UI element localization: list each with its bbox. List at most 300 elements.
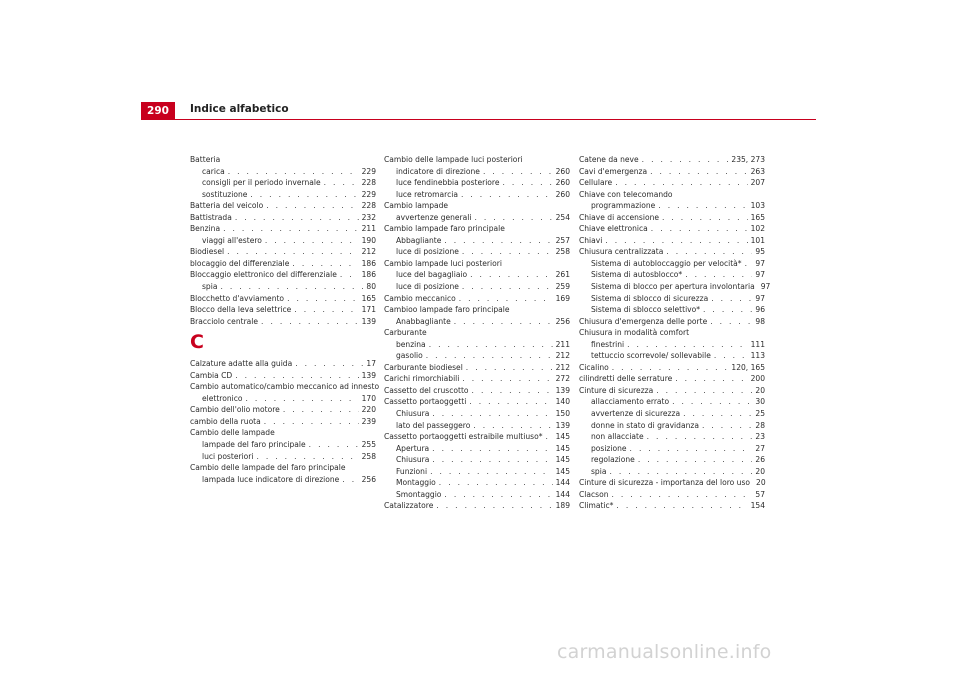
header-rule (141, 119, 816, 120)
entry-page-ref: 139 (361, 370, 376, 380)
entry-term: Chiusura centralizzata (579, 247, 664, 257)
entry-page-ref: 256 (361, 474, 376, 484)
entry-term: non allacciate (591, 432, 644, 442)
entry-term: consigli per il periodo invernale (202, 178, 321, 188)
index-subentry (384, 166, 570, 178)
index-subentry (579, 443, 765, 455)
entry-term: viaggi all'estero (202, 235, 262, 245)
index-entry (579, 246, 765, 258)
entry-page-ref: 255 (361, 440, 376, 450)
dot-leader (462, 281, 553, 293)
entry-page-ref: 145 (555, 432, 570, 442)
entry-term: Chiusura (396, 455, 430, 465)
entry-term: programmazione (591, 201, 656, 211)
dot-leader (250, 189, 358, 201)
index-entry (579, 212, 765, 224)
entry-page-ref: 26 (755, 455, 765, 465)
dot-leader (266, 200, 358, 212)
dot-leader (265, 235, 359, 247)
index-subentry (384, 489, 570, 501)
entry-term: luce di posizione (396, 247, 459, 257)
index-column-1 (190, 154, 380, 485)
entry-term: Sistema di blocco per apertura involontaria (591, 282, 755, 292)
entry-page-ref: 145 (555, 466, 570, 476)
entry-page-ref: 139 (555, 385, 570, 395)
dot-leader (503, 177, 553, 189)
entry-term: indicatore di direzione (396, 166, 480, 176)
entry-term: tettuccio scorrevole/ sollevabile (591, 351, 711, 361)
index-subentry (579, 466, 765, 478)
dot-leader (256, 451, 358, 463)
entry-term: Chiave elettronica (579, 224, 648, 234)
index-heading: Cambio automatico/cambio meccanico ad innesto (190, 382, 380, 392)
index-heading: Cambio lampade (384, 201, 449, 211)
entry-page-ref: 171 (361, 305, 376, 315)
entry-page-ref: 260 (555, 166, 570, 176)
entry-term: Cinture di sicurezza - importanza del loro uso (579, 478, 751, 488)
entry-term: Cassetto del cruscotto (384, 385, 469, 395)
index-column-3 (579, 154, 771, 512)
entry-page-ref: 25 (755, 409, 765, 419)
entry-page-ref: 232 (361, 212, 376, 222)
entry-term: luce di posizione (396, 282, 459, 292)
index-subentry (384, 281, 570, 293)
entry-term: Bloccaggio elettronico del differenziale (190, 270, 337, 280)
dot-leader (283, 404, 359, 416)
index-entry (579, 362, 765, 374)
dot-leader (466, 362, 553, 374)
entry-term: Cambio meccanico (384, 293, 456, 303)
index-subentry (579, 293, 765, 305)
entry-page-ref: 97 (755, 270, 765, 280)
dot-leader (647, 431, 753, 443)
entry-term: Cassetto portaoggetti (384, 397, 467, 407)
dot-leader (426, 350, 553, 362)
entry-term: Carburante biodiesel (384, 362, 463, 372)
index-entry (190, 316, 376, 328)
entry-page-ref: 212 (361, 247, 376, 257)
entry-page-ref: 260 (555, 178, 570, 188)
entry-term: Cinture di sicurezza (579, 385, 654, 395)
dot-leader (432, 443, 552, 455)
index-heading: Cambio delle lampade (190, 428, 275, 438)
index-subentry (579, 339, 765, 351)
entry-page-ref: 165 (750, 212, 765, 222)
dot-leader (461, 189, 553, 201)
index-entry (384, 396, 570, 408)
dot-leader (685, 269, 752, 281)
index-subentry (384, 246, 570, 258)
dot-leader (642, 154, 729, 166)
index-subentry (190, 439, 376, 451)
dot-leader (472, 385, 553, 397)
index-entry (579, 166, 765, 178)
entry-page-ref: 165 (361, 293, 376, 303)
index-subentry (190, 393, 376, 405)
entry-term: luci posteriori (202, 451, 254, 461)
entry-page-ref: 144 (555, 478, 570, 488)
index-subentry (384, 408, 570, 420)
entry-term: Blocchetto d'avviamento (190, 293, 285, 303)
entry-page-ref: 111 (750, 339, 765, 349)
dot-leader (630, 443, 753, 455)
index-subentry (579, 396, 765, 408)
entry-term: spia (591, 466, 607, 476)
entry-term: Sistema di sblocco selettivo* (591, 305, 701, 315)
index-subentry (384, 316, 570, 328)
entry-page-ref: 23 (755, 432, 765, 442)
dot-leader (340, 269, 359, 281)
entry-page-ref: 96 (755, 305, 765, 315)
entry-page-ref: 211 (361, 224, 376, 234)
entry-page-ref: 27 (755, 443, 765, 453)
entry-page-ref: 113 (750, 351, 765, 361)
index-subentry (579, 200, 765, 212)
entry-term: cambio della ruota (190, 416, 261, 426)
entry-term: sostituzione (202, 189, 248, 199)
entry-term: Catene da neve (579, 155, 639, 164)
dot-leader (611, 489, 752, 501)
index-entry (384, 500, 570, 512)
entry-page-ref: 170 (361, 393, 376, 403)
entry-page-ref: 212 (555, 351, 570, 361)
entry-page-ref: 263 (750, 166, 765, 176)
entry-term: Montaggio (396, 478, 436, 488)
dot-leader (429, 339, 553, 351)
entry-page-ref: 207 (750, 178, 765, 188)
dot-leader (444, 489, 552, 501)
dot-leader (474, 212, 552, 224)
entry-page-ref: 97 (755, 258, 765, 268)
entry-term: Biodiesel (190, 247, 225, 257)
index-subentry (190, 451, 376, 463)
dot-leader (432, 454, 552, 466)
dot-leader (675, 373, 747, 385)
index-subentry (579, 281, 771, 293)
entry-page-ref: 261 (555, 270, 570, 280)
entry-page-ref: 186 (361, 258, 376, 268)
entry-term: Chiave di accensione (579, 212, 659, 222)
dot-leader (666, 246, 752, 258)
entry-page-ref: 145 (555, 443, 570, 453)
entry-page-ref: 189 (555, 501, 570, 511)
dot-leader (462, 246, 553, 258)
entry-term: Batteria del veicolo (190, 201, 264, 211)
dot-leader (651, 223, 748, 235)
dot-leader (658, 200, 747, 212)
index-entry (579, 489, 765, 501)
dot-leader (295, 358, 363, 370)
index-heading: Cambioo lampade faro principale (384, 305, 510, 315)
entry-term: regolazione (591, 455, 635, 465)
entry-term: Cambio dell'olio motore (190, 405, 280, 415)
index-column-2 (384, 154, 570, 512)
entry-page-ref: 57 (755, 489, 765, 499)
entry-term: cilindretti delle serrature (579, 374, 673, 384)
index-subentry (579, 269, 765, 281)
entry-term: Cellulare (579, 178, 613, 188)
entry-page-ref: 229 (361, 166, 376, 176)
entry-term: Catalizzatore (384, 501, 434, 511)
index-entry (190, 416, 376, 428)
entry-term: Chiavi (579, 235, 603, 245)
entry-term: Smontaggio (396, 489, 442, 499)
entry-page-ref: 20 (755, 385, 765, 395)
dot-leader (261, 316, 359, 328)
entry-term: Anabbagliante (396, 316, 451, 326)
index-subentry (384, 177, 570, 189)
dot-leader (703, 304, 752, 316)
index-subentry (384, 189, 570, 201)
entry-page-ref: 97 (755, 293, 765, 303)
index-subentry (190, 281, 376, 293)
dot-leader (287, 293, 359, 305)
index-subentry (190, 177, 376, 189)
entry-term: benzina (396, 339, 426, 349)
entry-term: Benzina (190, 224, 221, 234)
entry-term: lato del passeggero (396, 420, 471, 430)
entry-page-ref: 144 (555, 489, 570, 499)
entry-page-ref: 228 (361, 178, 376, 188)
dot-leader (264, 416, 359, 428)
dot-leader (711, 293, 752, 305)
index-subentry (384, 454, 570, 466)
dot-leader (469, 396, 552, 408)
index-entry (579, 177, 765, 189)
dot-leader (683, 408, 752, 420)
entry-page-ref: 145 (555, 455, 570, 465)
entry-page-ref: 17 (366, 359, 376, 369)
index-subentry (579, 454, 765, 466)
entry-term: Bracciolo centrale (190, 316, 259, 326)
entry-term: Battistrada (190, 212, 232, 222)
entry-page-ref: 97 (760, 282, 771, 292)
index-heading: Carburante (384, 328, 427, 338)
dot-leader (612, 362, 729, 374)
index-entry (384, 362, 570, 374)
index-subentry (384, 443, 570, 455)
index-subentry (579, 350, 765, 362)
entry-term: Cavi d'emergenza (579, 166, 648, 176)
index-heading: Cambio delle lampade del faro principale (190, 463, 346, 473)
index-entry (384, 293, 570, 305)
entry-term: avvertenze di sicurezza (591, 409, 681, 419)
index-entry (190, 223, 376, 235)
entry-term: Blocco della leva selettrice (190, 305, 292, 315)
entry-term: Clacson (579, 489, 609, 499)
entry-page-ref: 140 (555, 397, 570, 407)
section-letter: C (190, 331, 204, 354)
dot-leader (638, 454, 753, 466)
dot-leader (432, 408, 552, 420)
entry-page-ref: 95 (755, 247, 765, 257)
index-subentry (579, 408, 765, 420)
entry-term: Sistema di autosblocco* (591, 270, 683, 280)
index-heading: Cambio lampade faro principale (384, 224, 505, 234)
index-heading: Cambio delle lampade luci posteriori (384, 155, 523, 164)
index-subentry (579, 304, 765, 316)
entry-page-ref: 239 (361, 416, 376, 426)
index-heading: Chiave con telecomando (579, 189, 673, 199)
index-entry (579, 500, 765, 512)
entry-page-ref: 190 (361, 235, 376, 245)
entry-page-ref: 20 (755, 466, 765, 476)
entry-term: lampada luce indicatore di direzione (202, 474, 340, 484)
entry-page-ref: 259 (555, 282, 570, 292)
entry-page-ref: 80 (366, 282, 376, 292)
dot-leader (702, 420, 752, 432)
entry-page-ref: 228 (361, 201, 376, 211)
entry-term: lampade del faro principale (202, 440, 306, 450)
dot-leader (615, 177, 747, 189)
index-entry (579, 154, 765, 166)
index-subentry (190, 235, 376, 247)
entry-term: Funzioni (396, 466, 428, 476)
dot-leader (459, 293, 553, 305)
entry-term: elettronico (202, 393, 243, 403)
entry-page-ref: 98 (755, 316, 765, 326)
entry-term: Chiusura (396, 409, 430, 419)
entry-page-ref: 258 (361, 451, 376, 461)
entry-term: Chiusura d'emergenza delle porte (579, 316, 708, 326)
dot-leader (220, 281, 363, 293)
dot-leader (627, 339, 747, 351)
entry-term: donne in stato di gravidanza (591, 420, 699, 430)
entry-page-ref: 211 (555, 339, 570, 349)
dot-leader (444, 235, 552, 247)
index-entry (384, 385, 570, 397)
entry-page-ref: 257 (555, 235, 570, 245)
entry-term: Carichi rimorchiabili (384, 374, 460, 384)
entry-page-ref: 120, 165 (731, 362, 765, 372)
entry-page-ref: 229 (361, 189, 376, 199)
index-entry (190, 200, 376, 212)
dot-leader (235, 212, 359, 224)
dot-leader (228, 166, 359, 178)
entry-term: luce retromarcia (396, 189, 458, 199)
index-subentry (384, 269, 570, 281)
index-subentry (384, 235, 570, 247)
entry-page-ref: 272 (555, 374, 570, 384)
index-entry (579, 316, 765, 328)
index-entry (190, 370, 376, 382)
dot-leader (223, 223, 359, 235)
entry-term: Climatic* (579, 501, 614, 511)
index-subentry (384, 212, 570, 224)
index-heading: Batteria (190, 155, 221, 164)
entry-term: luce fendinebbia posteriore (396, 178, 500, 188)
entry-page-ref: 258 (555, 247, 570, 257)
dot-leader (235, 370, 358, 382)
entry-term: Calzature adatte alla guida (190, 359, 293, 369)
index-subentry (384, 466, 570, 478)
index-entry (579, 223, 765, 235)
index-heading: Chiusura in modalità comfort (579, 328, 690, 338)
entry-page-ref: 200 (750, 374, 765, 384)
entry-term: finestrini (591, 339, 625, 349)
entry-page-ref: 103 (750, 201, 765, 211)
index-entry (579, 477, 765, 489)
page-title: Indice alfabetico (190, 103, 289, 115)
entry-page-ref: 139 (555, 420, 570, 430)
dot-leader (710, 316, 752, 328)
dot-leader (430, 466, 553, 478)
index-subentry (384, 350, 570, 362)
entry-term: spia (202, 282, 218, 292)
entry-page-ref: 154 (750, 501, 765, 511)
dot-leader (609, 466, 752, 478)
entry-page-ref: 260 (555, 189, 570, 199)
entry-page-ref: 102 (750, 224, 765, 234)
index-subentry (384, 420, 570, 432)
index-entry (384, 373, 570, 385)
index-subentry (384, 477, 570, 489)
index-entry (384, 431, 570, 443)
index-entry (190, 269, 376, 281)
index-subentry (384, 339, 570, 351)
page-number-badge: 290 (141, 102, 175, 120)
dot-leader (436, 500, 552, 512)
dot-leader (745, 258, 753, 270)
index-subentry (579, 431, 765, 443)
dot-leader (294, 304, 358, 316)
index-subentry (190, 474, 376, 486)
entry-page-ref: 139 (361, 316, 376, 326)
entry-page-ref: 254 (555, 212, 570, 222)
index-subentry (190, 189, 376, 201)
index-entry (190, 293, 376, 305)
index-entry (190, 258, 376, 270)
entry-page-ref: 220 (361, 405, 376, 415)
dot-leader (324, 177, 359, 189)
index-subentry (579, 420, 765, 432)
entry-term: Sistema di sblocco di sicurezza (591, 293, 709, 303)
dot-leader (650, 166, 747, 178)
entry-term: Abbagliante (396, 235, 442, 245)
dot-leader (656, 385, 752, 397)
dot-leader (473, 420, 552, 432)
dot-leader (342, 474, 358, 486)
entry-page-ref: 150 (555, 409, 570, 419)
entry-term: blocaggio del differenziale (190, 258, 290, 268)
index-subentry (190, 166, 376, 178)
entry-term: gasolio (396, 351, 423, 361)
entry-page-ref: 186 (361, 270, 376, 280)
entry-page-ref: 256 (555, 316, 570, 326)
entry-page-ref: 20 (756, 478, 766, 488)
dot-leader (309, 439, 359, 451)
index-entry (190, 212, 376, 224)
dot-leader (605, 235, 747, 247)
entry-page-ref: 101 (750, 235, 765, 245)
dot-leader (292, 258, 358, 270)
dot-leader (483, 166, 553, 178)
entry-term: Cicalino (579, 362, 609, 372)
dot-leader (470, 269, 552, 281)
entry-term: allacciamento errato (591, 397, 670, 407)
dot-leader (545, 431, 552, 443)
entry-term: Apertura (396, 443, 430, 453)
entry-term: Cambia CD (190, 370, 233, 380)
watermark-text: carmanualsonline.info (557, 641, 772, 663)
index-entry (190, 404, 376, 416)
entry-term: Cassetto portaoggetti estraibile multiuso* (384, 432, 543, 442)
entry-page-ref: 169 (555, 293, 570, 303)
entry-term: carica (202, 166, 225, 176)
entry-term: posizione (591, 443, 627, 453)
dot-leader (616, 500, 747, 512)
entry-term: luce del bagagliaio (396, 270, 468, 280)
